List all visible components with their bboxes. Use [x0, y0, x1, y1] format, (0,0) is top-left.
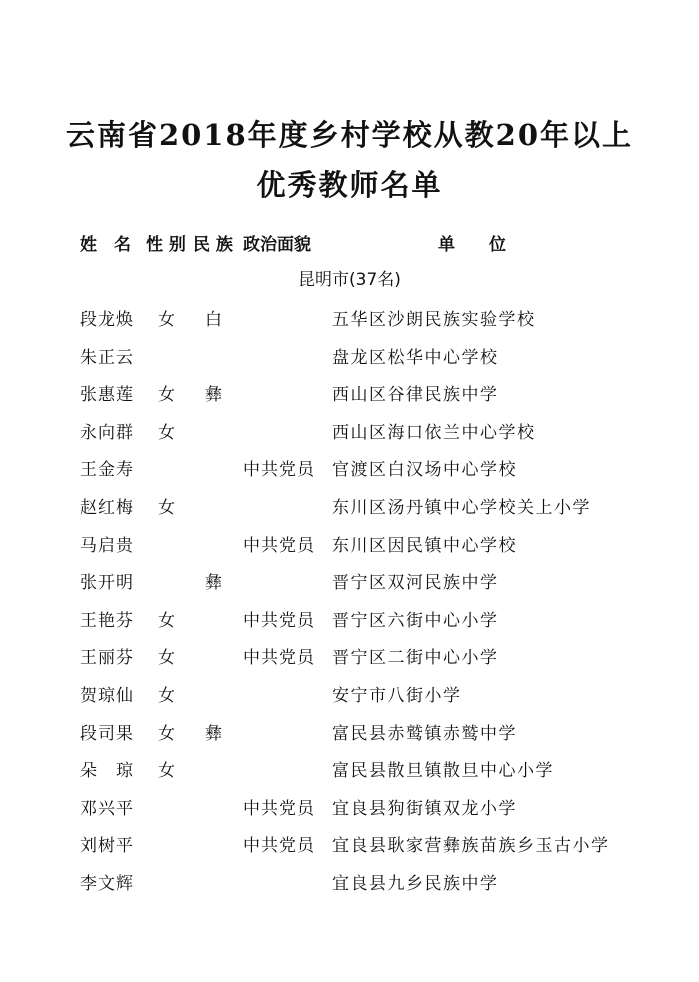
teacher-unit: 富民县赤鹫镇赤鹫中学 — [332, 723, 517, 744]
teacher-sex: 女 — [158, 723, 175, 744]
teacher-name: 邓兴平 — [80, 798, 134, 819]
teacher-political-status: 中共党员 — [243, 535, 315, 556]
document-title-line2: 优秀教师名单 — [256, 168, 443, 202]
header-sex: 性 别 — [146, 235, 186, 255]
teacher-sex: 女 — [158, 498, 175, 518]
teacher-sex: 女 — [158, 422, 175, 443]
table-row — [0, 418, 699, 444]
teacher-sex: 女 — [158, 761, 175, 782]
header-ethnicity: 民 族 — [193, 235, 233, 255]
teacher-ethnicity: 彝 — [205, 573, 222, 594]
teacher-name: 王艳芬 — [80, 610, 134, 631]
table-row — [0, 531, 699, 557]
table-row — [0, 643, 699, 669]
header-name: 姓 名 — [80, 235, 131, 255]
teacher-unit: 五华区沙朗民族实验学校 — [332, 310, 536, 330]
table-row — [0, 794, 699, 820]
teacher-sex: 女 — [158, 385, 175, 406]
table-row — [0, 493, 699, 519]
table-row — [0, 305, 699, 331]
teacher-unit: 盘龙区松华中心学校 — [332, 347, 499, 368]
teacher-unit: 东川区因民镇中心学校 — [332, 535, 517, 556]
table-row — [0, 756, 699, 782]
teacher-name: 朱正云 — [80, 347, 134, 368]
teacher-name: 永向群 — [80, 422, 134, 443]
teacher-ethnicity: 彝 — [205, 723, 222, 744]
teacher-unit: 宜良县九乡民族中学 — [332, 874, 499, 894]
teacher-name: 贺琼仙 — [80, 686, 134, 706]
teacher-name: 刘树平 — [80, 836, 134, 857]
teacher-unit: 晋宁区双河民族中学 — [332, 573, 499, 594]
teacher-unit: 西山区海口依兰中心学校 — [332, 422, 536, 443]
teacher-unit: 西山区谷律民族中学 — [332, 385, 499, 406]
teacher-name: 张开明 — [80, 573, 134, 594]
teacher-name: 朵 琼 — [80, 761, 134, 782]
table-row — [0, 380, 699, 406]
table-row — [0, 455, 699, 481]
teacher-unit: 东川区汤丹镇中心学校关上小学 — [332, 498, 591, 518]
table-row — [0, 568, 699, 594]
teacher-unit: 富民县散旦镇散旦中心小学 — [332, 761, 554, 782]
teacher-political-status: 中共党员 — [243, 460, 315, 481]
teacher-name: 王丽芬 — [80, 648, 134, 669]
teacher-name: 段龙焕 — [80, 310, 134, 330]
teacher-name: 赵红梅 — [80, 498, 134, 518]
table-row — [0, 343, 699, 369]
teacher-political-status: 中共党员 — [243, 836, 315, 857]
teacher-name: 马启贵 — [80, 535, 134, 556]
teacher-political-status: 中共党员 — [243, 798, 315, 819]
table-row — [0, 606, 699, 632]
table-row — [0, 681, 699, 707]
teacher-sex: 女 — [158, 648, 175, 669]
teacher-unit: 官渡区白汉场中心学校 — [332, 460, 517, 481]
teacher-unit: 安宁市八街小学 — [332, 686, 462, 706]
teacher-ethnicity: 彝 — [205, 385, 222, 406]
teacher-unit: 晋宁区二街中心小学 — [332, 648, 499, 669]
document-title-line1: 云南省2018年度乡村学校从教20年以上 — [65, 118, 634, 152]
table-row — [0, 869, 699, 895]
teacher-unit: 宜良县狗街镇双龙小学 — [332, 798, 517, 819]
teacher-sex: 女 — [158, 310, 175, 330]
teacher-unit: 宜良县耿家营彝族苗族乡玉古小学 — [332, 836, 610, 857]
table-row — [0, 831, 699, 857]
teacher-name: 段司果 — [80, 723, 134, 744]
table-row — [0, 719, 699, 745]
header-unit: 单 位 — [438, 235, 506, 255]
teacher-political-status: 中共党员 — [243, 610, 315, 631]
teacher-ethnicity: 白 — [205, 310, 222, 330]
header-political: 政治面貌 — [243, 235, 311, 255]
teacher-political-status: 中共党员 — [243, 648, 315, 669]
teacher-sex: 女 — [158, 610, 175, 631]
section-heading-kunming: 昆明市(37名) — [298, 270, 401, 290]
teacher-name: 张惠莲 — [80, 385, 134, 406]
teacher-sex: 女 — [158, 686, 175, 706]
teacher-unit: 晋宁区六街中心小学 — [332, 610, 499, 631]
teacher-name: 王金寿 — [80, 460, 134, 481]
teacher-name: 李文辉 — [80, 874, 134, 894]
